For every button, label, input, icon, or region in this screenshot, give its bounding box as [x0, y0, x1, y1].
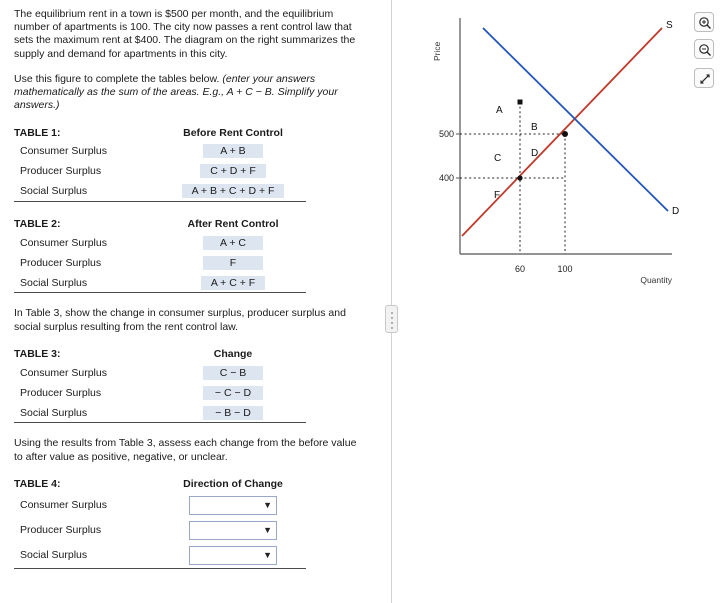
answer-chip[interactable]: − B − D	[203, 406, 263, 420]
row-label: Producer Surplus	[20, 256, 102, 269]
table-4-header: Direction of Change	[183, 478, 283, 491]
table-3	[14, 346, 306, 424]
svg-text:500: 500	[438, 129, 454, 139]
answer-chip[interactable]: A + C	[203, 236, 263, 250]
instruction-italic: (enter your answers mathematically as the sum of the areas. E.g., A + C − B. Simplify your answers.)	[14, 72, 338, 112]
svg-text:60: 60	[514, 264, 526, 274]
row-label: Producer Surplus	[20, 165, 102, 178]
row-label: Social Surplus	[14, 181, 160, 201]
svg-text:Price: Price	[432, 41, 442, 61]
expand-icon[interactable]	[694, 68, 714, 88]
table-row	[14, 233, 306, 253]
row-label: Consumer Surplus	[20, 236, 107, 249]
table-2-header: After Rent Control	[187, 218, 279, 231]
chevron-down-icon[interactable]: ▼	[263, 499, 272, 510]
answer-chip[interactable]: C + D + F	[200, 164, 266, 178]
table-row	[14, 493, 306, 518]
row-label: Producer Surplus	[20, 386, 102, 399]
table-row	[14, 181, 306, 201]
table-3-title: TABLE 3:	[14, 348, 61, 361]
table-row	[14, 476, 306, 493]
row-value	[160, 383, 306, 403]
direction-select-producer-surplus[interactable]	[189, 521, 277, 540]
table-row	[14, 403, 306, 423]
row-label: Producer Surplus	[20, 524, 102, 537]
row-label: Social Surplus	[14, 543, 160, 569]
intro-paragraph-3: In Table 3, show the change in consumer surplus, producer surplus and social surplus resulting from the rent control law.	[14, 307, 346, 333]
row-label: Consumer Surplus	[20, 499, 107, 512]
svg-text:D: D	[531, 148, 539, 159]
table-row	[14, 253, 306, 273]
row-value	[160, 363, 306, 383]
answer-chip[interactable]: F	[203, 256, 263, 270]
figure-pane	[392, 0, 720, 603]
table-row	[14, 383, 306, 403]
row-label: Social Surplus	[14, 403, 160, 423]
table-row	[14, 216, 306, 233]
row-value	[160, 141, 306, 161]
table-1	[14, 124, 306, 202]
table-row	[14, 363, 306, 383]
row-label: Consumer Surplus	[20, 145, 107, 158]
table-row	[14, 346, 306, 363]
table-1-title: TABLE 1:	[14, 126, 61, 139]
table-row	[14, 124, 306, 141]
svg-text:A: A	[496, 105, 503, 116]
instruction-lead: Use this figure to complete the tables below.	[14, 72, 223, 85]
table-4	[14, 476, 306, 569]
svg-text:C: C	[494, 153, 502, 164]
row-label: Consumer Surplus	[20, 366, 107, 379]
row-value	[160, 253, 306, 273]
table-row	[14, 273, 306, 293]
intro-paragraph-4: Using the results from Table 3, assess each change from the before value to after value as positive, negative, or unclear.	[14, 437, 357, 463]
row-value	[160, 233, 306, 253]
table-1-header: Before Rent Control	[183, 126, 283, 139]
zoom-out-icon[interactable]	[694, 39, 714, 59]
svg-text:B: B	[531, 122, 538, 133]
svg-text:D: D	[672, 206, 680, 217]
row-label: Social Surplus	[14, 273, 160, 293]
row-value	[160, 543, 306, 569]
table-row	[14, 543, 306, 569]
row-value	[160, 181, 306, 201]
svg-text:100: 100	[557, 264, 573, 274]
zoom-in-icon[interactable]	[694, 12, 714, 32]
answer-chip[interactable]: A + B + C + D + F	[182, 184, 285, 198]
svg-text:S: S	[666, 20, 673, 31]
table-3-header: Change	[213, 348, 253, 361]
svg-text:F: F	[494, 190, 501, 201]
row-value	[160, 161, 306, 181]
chevron-down-icon[interactable]: ▼	[263, 524, 272, 535]
answer-chip[interactable]: A + C + F	[201, 276, 265, 290]
direction-select-consumer-surplus[interactable]	[189, 496, 277, 515]
table-row	[14, 161, 306, 181]
answer-chip[interactable]: C − B	[203, 366, 263, 380]
svg-text:400: 400	[438, 173, 454, 183]
table-row	[14, 518, 306, 543]
row-value	[160, 403, 306, 423]
answer-chip[interactable]: A + B	[203, 144, 263, 158]
table-2	[14, 216, 306, 294]
table-row	[14, 141, 306, 161]
table-2-title: TABLE 2:	[14, 218, 61, 231]
row-value	[160, 493, 306, 518]
table-4-title: TABLE 4:	[14, 478, 61, 491]
direction-select-social-surplus[interactable]	[189, 546, 277, 565]
svg-text:Quantity: Quantity	[640, 275, 672, 285]
answer-chip[interactable]: − C − D	[203, 386, 263, 400]
chevron-down-icon[interactable]: ▼	[263, 549, 272, 560]
intro-paragraph-1: The equilibrium rent in a town is $500 per month, and the equilibrium number of apartments is 100. The city now passes a rent control law that sets the maximum rent at $400. The diagram on the right summarizes the supply and demand for apartments in this city.	[14, 8, 356, 60]
row-value	[160, 273, 306, 293]
intro-paragraph-2	[14, 73, 366, 113]
row-value	[160, 518, 306, 543]
supply-demand-diagram	[400, 6, 690, 291]
